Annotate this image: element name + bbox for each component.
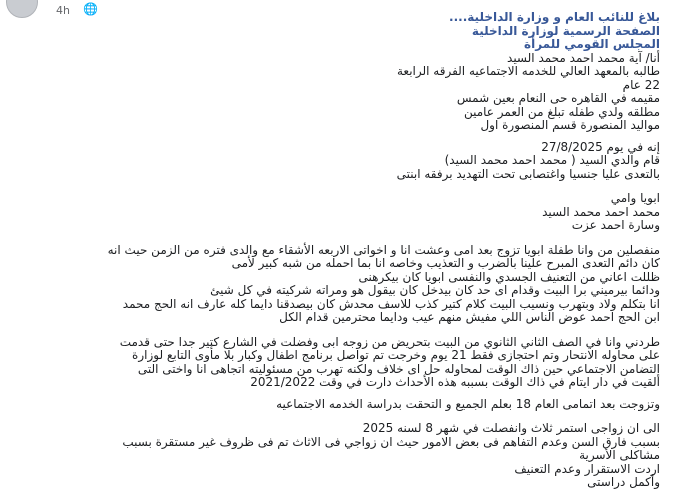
- post-line: طردني وانا في الصف الثاني الثانوي من البيت بتحريض من زوجه ابى وفضلت في الشارع كتير جدا حتى قدمت: [119, 334, 660, 349]
- post-line: على محاوله الانتحار وتم احتجازى فقط 21 يوم وخرجت تم تواصل برنامج اطفال وكبار بلا مأوى التابع لوزارة: [132, 348, 660, 362]
- post-line: محمد احمد محمد السيد: [542, 204, 660, 219]
- post-line: بلاغ للنائب العام و وزارة الداخلية....: [449, 10, 660, 24]
- post-line: بالتعدى عليا جنسيا واغتصابى تحت التهديد برفقه ابنتى: [396, 166, 660, 181]
- post-line: قام والدي السيد ( محمد احمد محمد السيد): [444, 153, 660, 167]
- hashtag-link[interactable]: المجلس القومي للمرأة: [524, 37, 660, 51]
- post-line: مواليد المنصورة قسم المنصورة اول: [480, 118, 660, 132]
- post-line: ودائما بيرميني برا البيت وقدام اى حد كان بيدخل كان بيقول هو ومراته شركيته في كل شيئ: [210, 283, 660, 297]
- post-line: مقيمه في القاهره حى النعام بعين شمس: [456, 91, 660, 105]
- globe-icon: 🌐: [83, 2, 98, 16]
- post-line: 22 عام: [622, 77, 660, 92]
- post-line: وتزوجت بعد اتمامى العام 18 بعلم الجميع و التحقت بدراسة الخدمه الاجتماعيه: [276, 396, 660, 411]
- post-line: ألقيت في دار ايتام في ذاك الوقت بسببه هذه الأحداث دارت في وقت 2021/2022: [250, 375, 660, 389]
- post-line: التضامن الاجتماعي حين ذاك الوقت لمحاوله حل اى خلاف ولكنه تهرب من مسئوليته اتجاهى انا واختى التى: [137, 361, 660, 376]
- post-line: أنا/ آية محمد احمد محمد السيد: [507, 50, 660, 65]
- post-line: ابويا وامي: [610, 191, 660, 205]
- post-line: وأكمل دراستى: [587, 475, 660, 489]
- post-line: بسبب فارق السن وعدم التفاهم فى بعض الامور حيث ان زواجي فى الاثاث تم فى ظروف غير مستقرة بسبب: [122, 434, 660, 449]
- post-line: الى ان زواجى استمر ثلاث وانفصلت في شهر 8 لسنه 2025: [362, 421, 660, 435]
- post-time[interactable]: 4h: [56, 4, 70, 17]
- post-line: انا بتكلم ولاد وبتهرب ونسيب البيت كلام كتير كذب للاسف محدش كان بيصدقنا دايما كله عارف انه الحج محمد: [122, 296, 660, 311]
- post-line: ظللت اعاني من التعنيف الجسدي والنفسى ابويا كان بيكرهنى: [358, 269, 660, 284]
- post-line: إنه في يوم 27/8/2025: [541, 139, 660, 154]
- post-line: ابن الحج احمد عوض الناس اللي مفيش منهم عيب ودايما محترمين قدام الكل: [279, 310, 660, 324]
- post-line: مطلقه ولدي طفله تبلغ من العمر عامين: [463, 104, 660, 119]
- post-line: طالبه بالمعهد العالي للخدمه الاجتماعيه الفرقه الرابعة: [396, 64, 660, 78]
- post-line: كان دائم التعدى المبرح علينا بالضرب و التعذيب وخاصه انا بما احمله من شبه كبير لأمى: [231, 256, 660, 270]
- post-line: منفصلين من وانا طفلة ابويا تزوج بعد امى وعشت انا و اخواتى الاربعه الأشقاء مع والدى فتره من الزمن حيث انه: [107, 242, 660, 257]
- hashtag-link[interactable]: الصفحة الرسمية لوزارة الداخلية: [471, 23, 660, 38]
- post-line: اردت الاستقرار وعدم التعنيف: [514, 461, 660, 476]
- post-body: [20, 0, 660, 490]
- post-line: مشاكلى الأسرية: [579, 448, 660, 462]
- post-line: وسارة احمد عزت: [571, 218, 660, 232]
